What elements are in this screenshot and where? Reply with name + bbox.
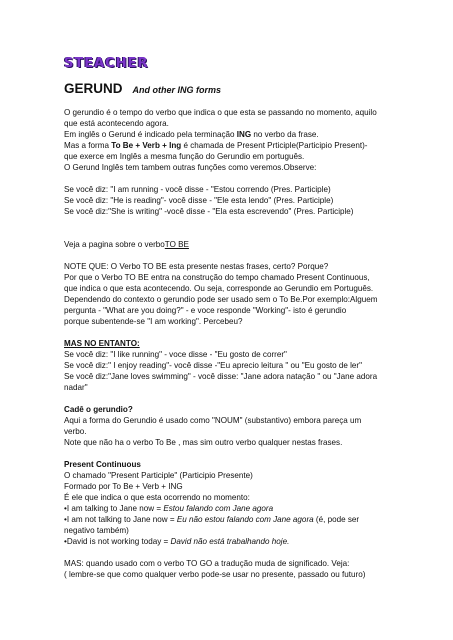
formula-emphasis: To Be + Verb + Ing <box>111 141 182 150</box>
cade-line: verbo. <box>64 427 87 436</box>
bullet-item <box>64 503 394 514</box>
page-title <box>64 80 221 98</box>
intro-line: que está acontecendo agora. <box>64 119 169 128</box>
mas-line: nadar" <box>64 383 88 392</box>
present-line: O chamado "Present Participle" (Participio Presente) <box>64 471 253 480</box>
ing-emphasis: ING <box>236 130 252 139</box>
present-heading: Present Continuous <box>64 460 141 469</box>
example-line: Se você diz:"She is writing" -você disse - "Ela esta escrevendo" (Pres. Participle) <box>64 207 354 216</box>
intro-text: Mas a forma <box>64 141 112 150</box>
mas-line: Se você diz:" I enjoy reading"- você disse -"Eu aprecio leitura " ou "Eu gosto de ler" <box>64 361 362 370</box>
mas-line: Se você diz:"Jane loves swimming" - você disse: "Jane adora natação " ou "Jane adora <box>64 372 378 381</box>
intro-line: O gerundio é o tempo do verbo que indica o que esta se passando no momento, aquilo <box>64 108 377 117</box>
bullet-item <box>64 514 394 525</box>
intro-text: no verbo da frase. <box>251 130 319 139</box>
bullet-continuation: negativo também) <box>64 526 129 535</box>
present-line: Formado por To Be + Verb + ING <box>64 482 183 491</box>
cade-line: Note que não ha o verbo To Be , mas sim outro verbo qualquer nestas frases. <box>64 438 343 447</box>
document-body <box>64 107 394 580</box>
bullet-text: (é, pode ser <box>313 515 360 524</box>
bullet-text: •David is not working today = <box>64 537 171 546</box>
steacher-logo: STEACHER <box>64 56 149 71</box>
note-line: Por que o Verbo TO BE entra na construção do tempo chamado Present Continuous, <box>64 273 370 282</box>
bullet-text: •I am not talking to Jane now = <box>64 515 177 524</box>
present-line: É ele que indica o que esta ocorrendo no momento: <box>64 493 250 502</box>
see-page-line <box>64 239 394 250</box>
note-line: pergunta - "What are you doing?" - e voce responde "Working"- isto é gerundio <box>64 306 347 315</box>
mas-line: Se você diz: "I like running" - voce disse - "Eu gosto de correr" <box>64 350 287 359</box>
title-gerund: GERUND <box>64 81 123 96</box>
bullet-item <box>64 536 394 547</box>
title-subtitle: And other ING forms <box>132 85 222 95</box>
closing-line: ( lembre-se que como qualquer verbo pode-se usar no presente, passado ou futuro) <box>64 570 366 579</box>
cade-heading: Cadê o gerundio? <box>64 405 133 414</box>
mas-heading: MAS NO ENTANTO: <box>64 339 140 348</box>
bullet-text: •I am talking to Jane now = <box>64 504 164 513</box>
intro-line: O Gerund Inglês tem tambem outras funções como veremos.Observe: <box>64 163 317 172</box>
note-line: NOTE QUE: O Verbo TO BE esta presente nestas frases, certo? Porque? <box>64 262 329 271</box>
example-line: Se você diz: "He is reading"- você disse - "Ele esta lendo" (Pres. Participle) <box>64 196 334 205</box>
bullet-translation: David não está trabalhando hoje. <box>170 537 290 546</box>
bullet-translation: Eu não estou falando com Jane agora <box>176 515 314 524</box>
note-line: que indica o que esta acontecendo. Ou seja, corresponde ao Gerundio em Português. <box>64 284 374 293</box>
intro-text: Em inglês o Gerund é indicado pela terminação <box>64 130 237 139</box>
bullet-translation: Estou falando com Jane agora <box>163 504 274 513</box>
note-line: Dependendo do contexto o gerundio pode ser usado sem o To Be.Por exemplo:Alguem <box>64 295 378 304</box>
intro-line <box>64 129 394 140</box>
note-line: porque subentende-se "I am working". Percebeu? <box>64 317 243 326</box>
intro-text: é chamada de Present Prticiple(Participio Present)- <box>181 141 368 150</box>
example-line: Se você diz: "I am running - você disse - "Estou correndo (Pres. Participle) <box>64 185 331 194</box>
closing-line: MAS: quando usado com o verbo TO GO a tradução muda de significado. Veja: <box>64 559 350 568</box>
cade-line: Aqui a forma do Gerundio é usado como "NOUM" (substantivo) embora pareça um <box>64 416 362 425</box>
see-page-text: Veja a pagina sobre o verbo <box>64 240 165 249</box>
intro-line <box>64 140 394 151</box>
to-be-link[interactable]: TO BE <box>164 240 189 249</box>
intro-line: que exerce em Inglês a mesma função do Gerundio em português. <box>64 152 305 161</box>
